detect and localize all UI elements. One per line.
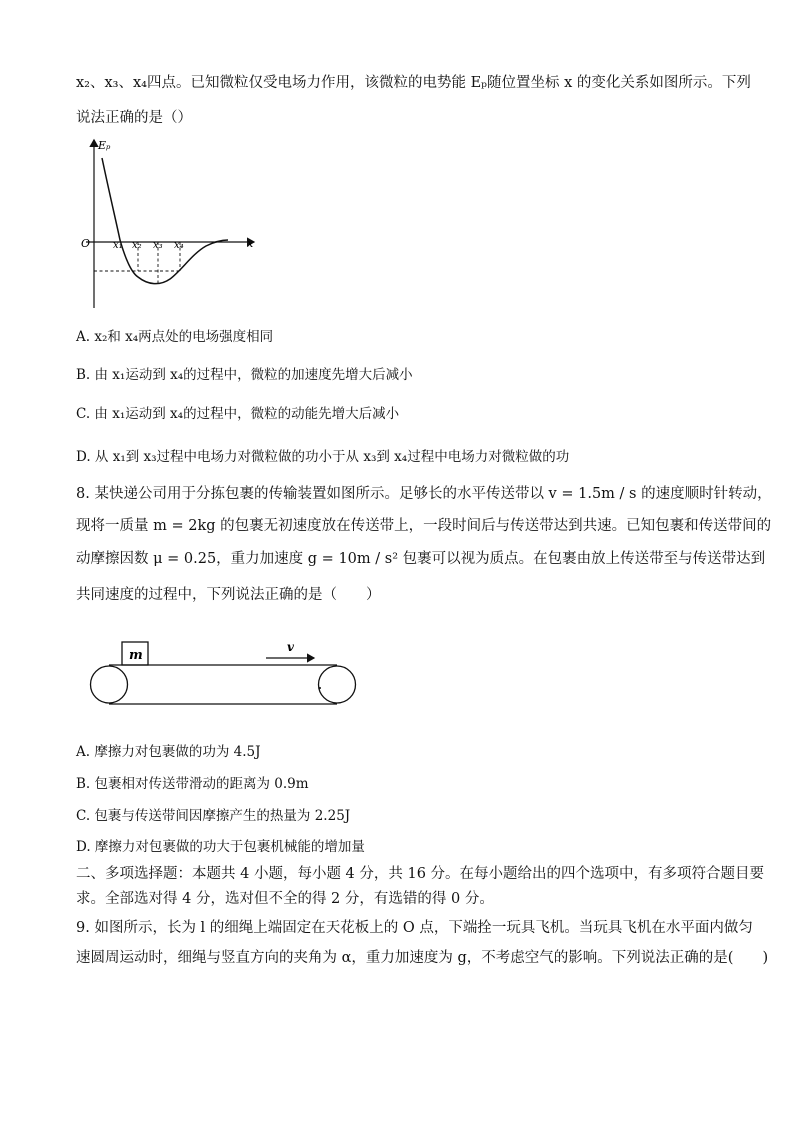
q8-stem-line-1: 8. 某快递公司用于分拣包裹的传输装置如图所示。足够长的水平传送带以 v = 1.5m / s 的速度顺时针转动， bbox=[76, 486, 772, 502]
q8-stem-line-4: 共同速度的过程中，下列说法正确的是（ ） bbox=[76, 587, 381, 603]
q7-option-d: D. 从 x₁到 x₃过程中电场力对微粒做的功小于从 x₃到 x₄过程中电场力对微粒做的功 bbox=[76, 449, 570, 465]
origin-label: O bbox=[81, 237, 91, 250]
q8-conveyor-figure bbox=[88, 636, 364, 708]
right-roller-axle bbox=[319, 687, 321, 689]
q8-stem-line-2: 现将一质量 m = 2kg 的包裹无初速度放在传送带上，一段时间后与传送带达到共速。已知包裹和传送带间的 bbox=[76, 518, 772, 534]
q8-option-d: D. 摩擦力对包裹做的功大于包裹机械能的增加量 bbox=[76, 839, 365, 855]
tick-x2: x₂ bbox=[132, 240, 142, 251]
tick-x3: x₃ bbox=[153, 240, 163, 251]
section-2-header-line-2: 求。全部选对得 4 分，选对但不全的得 2 分，有选错的得 0 分。 bbox=[76, 891, 494, 907]
ep-curve bbox=[102, 158, 228, 284]
q8-stem-line-3: 动摩擦因数 μ = 0.25，重力加速度 g = 10m / s² 包裹可以视为质点。在包裹由放上传送带至与传送带达到 bbox=[76, 551, 766, 567]
q9-stem-line-1: 9. 如图所示，长为 l 的细绳上端固定在天花板上的 O 点，下端拴一玩具飞机。当玩具飞机在水平面内做匀 bbox=[76, 920, 753, 936]
q7-option-b: B. 由 x₁运动到 x₄的过程中，微粒的加速度先增大后减小 bbox=[76, 367, 413, 383]
q8-option-b: B. 包裹相对传送带滑动的距离为 0.9m bbox=[76, 776, 309, 792]
y-axis-label: Eₚ bbox=[98, 139, 111, 152]
section-2-header-line-1: 二、多项选择题：本题共 4 小题，每小题 4 分，共 16 分。在每小题给出的四个选项中，有多项符合题目要 bbox=[76, 866, 765, 882]
tick-x4: x₄ bbox=[174, 240, 184, 251]
q8-option-a: A. 摩擦力对包裹做的功为 4.5J bbox=[76, 744, 261, 760]
q7-option-c: C. 由 x₁运动到 x₄的过程中，微粒的动能先增大后减小 bbox=[76, 406, 400, 422]
package-label: m bbox=[129, 648, 143, 663]
q7-option-a: A. x₂和 x₄两点处的电场强度相同 bbox=[76, 329, 274, 345]
x-axis-label: x bbox=[247, 237, 254, 250]
q7-stem-line-1: x₂、x₃、x₄四点。已知微粒仅受电场力作用，该微粒的电势能 Eₚ随位置坐标 x 的变化关系如图所示。下列 bbox=[76, 75, 751, 91]
left-roller bbox=[91, 666, 128, 703]
velocity-label: v bbox=[287, 640, 294, 654]
q7-ep-x-graph bbox=[76, 136, 276, 314]
tick-x1: x₁ bbox=[113, 240, 123, 251]
right-roller bbox=[319, 666, 356, 703]
q7-stem-line-2: 说法正确的是（） bbox=[76, 110, 192, 126]
q8-option-c: C. 包裹与传送带间因摩擦产生的热量为 2.25J bbox=[76, 808, 351, 824]
q9-stem-line-2: 速圆周运动时，细绳与竖直方向的夹角为 α，重力加速度为 g，不考虑空气的影响。下列说法正确的是( ) bbox=[76, 950, 769, 966]
